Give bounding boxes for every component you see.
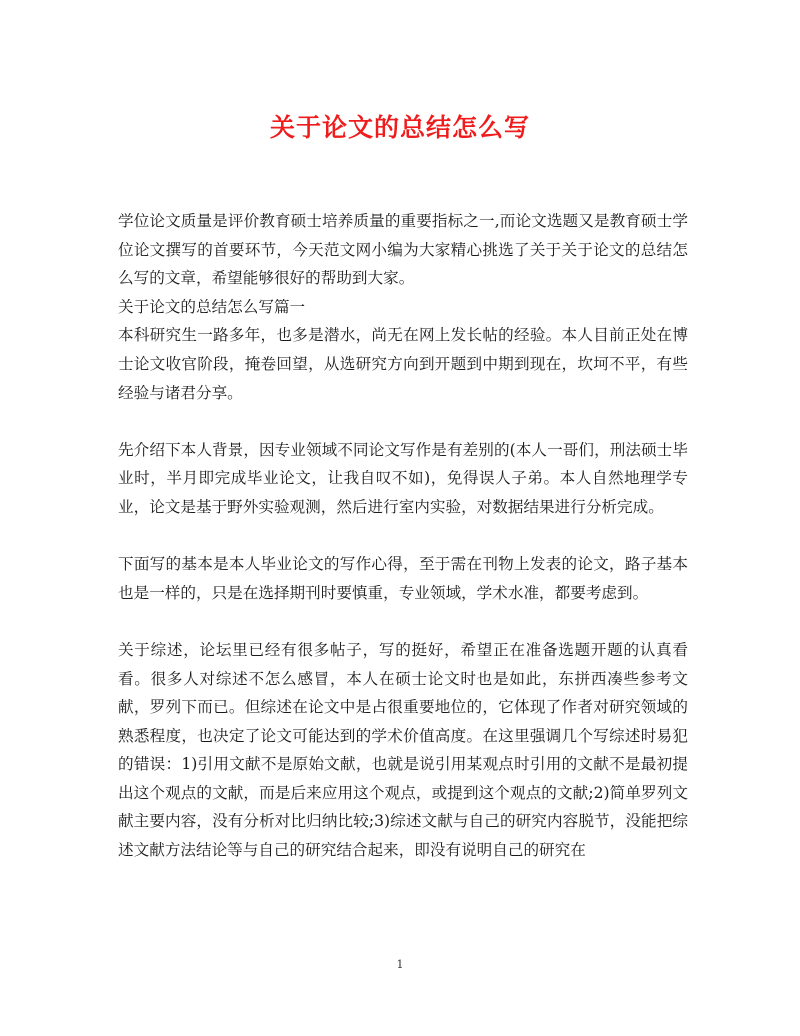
paragraph-gap (118, 522, 688, 551)
paragraph-review: 关于综述，论坛里已经有很多帖子，写的挺好，希望正在准备选题开题的认真看看。很多人对综述不怎么感冒，本人在硕士论文时也是如此，东拼西凑些参考文献，罗列下而已。但综述在论文中是占很重要地位的，它体现了作者对研究领域的熟悉程度，也决定了论文可能达到的学术价值高度。在这里强调几个写综述时易犯的错误：1)引用文献不是原始文献，也就是说引用某观点时引用的文献不是最初提出这个观点的文献，而是后来应用这个观点，或提到这个观点的文献;2)简单罗列文献主要内容，没有分析对比归纳比较;3)综述文献与自己的研究内容脱节，没能把综述文献方法结论等与自己的研究结合起来，即没有说明自己的研究在 (118, 640, 688, 860)
section-heading: 关于论文的总结怎么写篇一 (118, 297, 306, 316)
paragraph-gap (118, 407, 688, 436)
document-title: 关于论文的总结怎么写 (269, 113, 530, 142)
document-body (118, 207, 688, 865)
paragraph-intro: 学位论文质量是评价教育硕士培养质量的重要指标之一,而论文选题又是教育硕士学位论文撰写的首要环节，今天范文网小编为大家精心挑选了关于关于论文的总结怎么写的文章，希望能够很好的帮助到大家。 (118, 212, 688, 288)
paragraph-background: 先介绍下本人背景，因专业领域不同论文写作是有差别的(本人一哥们，刑法硕士毕业时，半月即完成毕业论文，让我自叹不如)，免得误人子弟。本人自然地理学专业，论文是基于野外实验观测，然后进行室内实验，对数据结果进行分析完成。 (118, 440, 688, 516)
paragraph-writing-notes: 下面写的基本是本人毕业论文的写作心得，至于需在刊物上发表的论文，路子基本也是一样的，只是在选择期刊时要慎重，专业领域，学术水准，都要考虑到。 (118, 555, 688, 602)
page-number: 1 (396, 958, 404, 971)
paragraph-experience: 本科研究生一路多年，也多是潜水，尚无在网上发长帖的经验。本人目前正处在博士论文收官阶段，掩卷回望，从选研究方向到开题到中期到现在，坎坷不平，有些经验与诸君分享。 (118, 326, 688, 402)
paragraph-gap (118, 607, 688, 636)
